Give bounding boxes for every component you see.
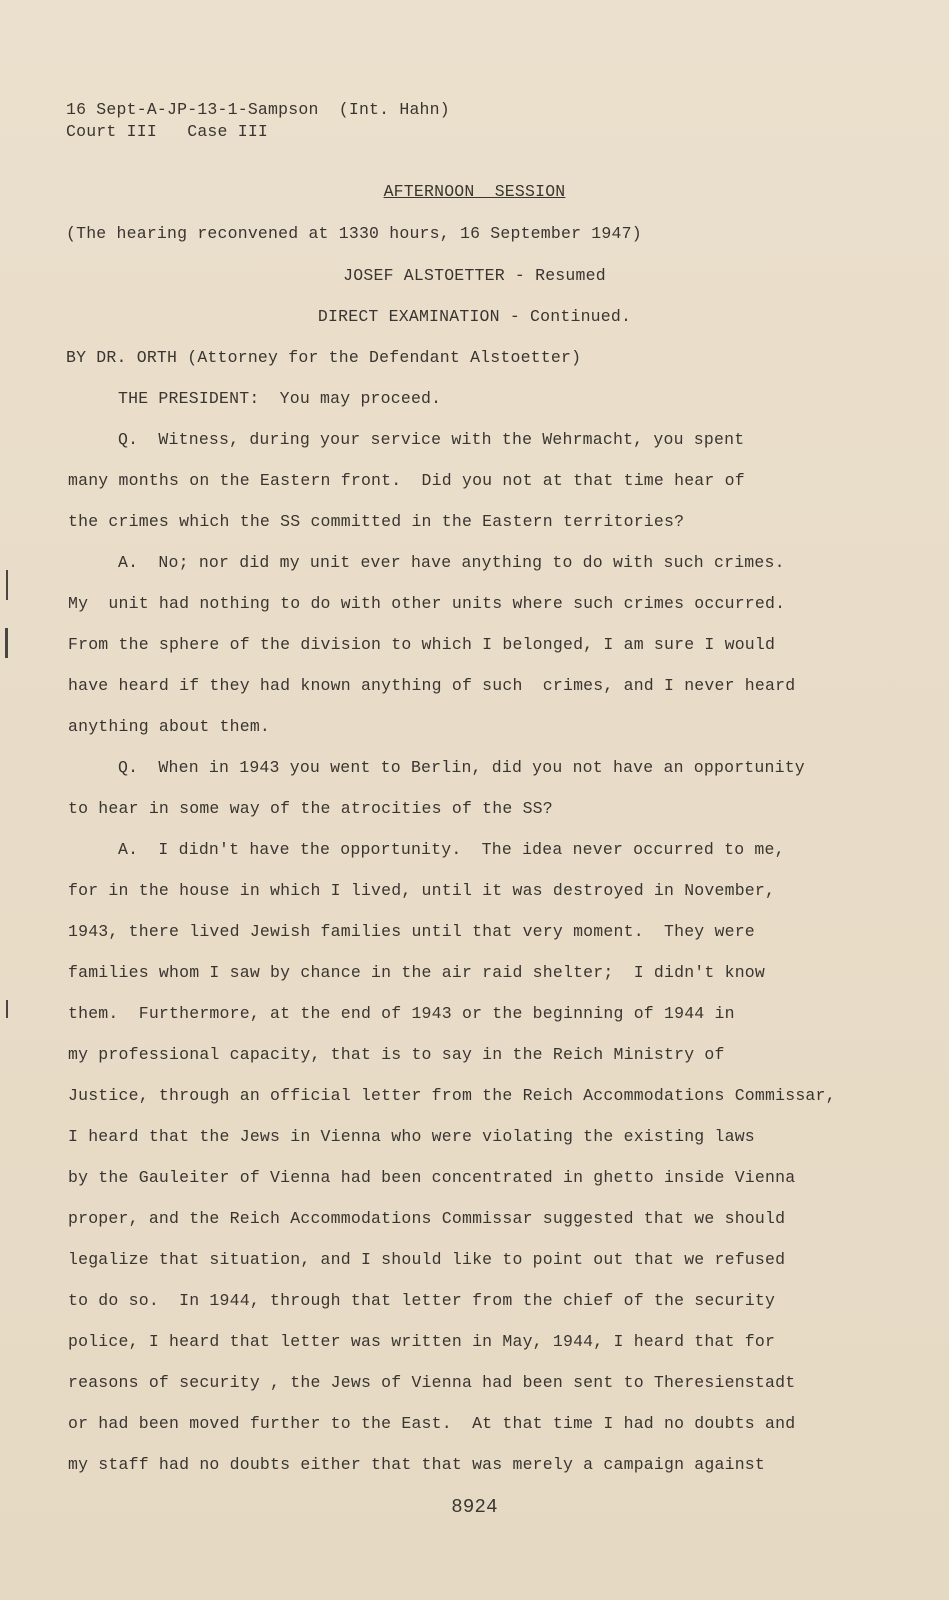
body-line: families whom I saw by chance in the air raid shelter; I didn't know [68,963,766,982]
body-line: proper, and the Reich Accommodations Commissar suggested that we should [68,1209,786,1228]
body-line: I heard that the Jews in Vienna who were violating the existing laws [68,1127,755,1146]
body-line: Q. When in 1943 you went to Berlin, did you not have an opportunity [118,758,805,777]
body-line: My unit had nothing to do with other units where such crimes occurred. [68,594,786,613]
body-line: anything about them. [68,717,271,736]
body-line: Q. Witness, during your service with the Wehrmacht, you spent [118,430,745,449]
body-line: Justice, through an official letter from the Reich Accommodations Commissar, [68,1086,836,1105]
body-line: them. Furthermore, at the end of 1943 or the beginning of 1944 in [68,1004,735,1023]
binding-mark [6,570,8,600]
body-line: to hear in some way of the atrocities of the SS? [68,799,553,818]
body-line: my professional capacity, that is to say in the Reich Ministry of [68,1045,725,1064]
examination-line: DIRECT EXAMINATION - Continued. [317,307,632,326]
page-number: 8924 [451,1496,498,1518]
binding-mark [6,1000,8,1018]
body-line: my staff had no doubts either that that was merely a campaign against [68,1455,766,1474]
reconvened-line: (The hearing reconvened at 1330 hours, 16 September 1947) [66,224,642,243]
body-line: have heard if they had known anything of such crimes, and I never heard [68,676,796,695]
president-line: THE PRESIDENT: You may proceed. [118,389,442,408]
body-line: by the Gauleiter of Vienna had been concentrated in ghetto inside Vienna [68,1168,796,1187]
body-line: A. No; nor did my unit ever have anything to do with such crimes. [118,553,785,572]
body-line: the crimes which the SS committed in the Eastern territories? [68,512,685,531]
by-line: BY DR. ORTH (Attorney for the Defendant Alstoetter) [66,348,582,367]
body-line: legalize that situation, and I should like to point out that we refused [68,1250,786,1269]
body-line: reasons of security , the Jews of Vienna had been sent to Theresienstadt [68,1373,796,1392]
header-court-line: Court III Case III [66,122,269,141]
body-line: police, I heard that letter was written in May, 1944, I heard that for [68,1332,776,1351]
header-case-line: 16 Sept-A-JP-13-1-Sampson (Int. Hahn) [66,100,450,119]
witness-line: JOSEF ALSTOETTER - Resumed [343,266,606,285]
body-line: From the sphere of the division to which I belonged, I am sure I would [68,635,776,654]
body-line: many months on the Eastern front. Did you not at that time hear of [68,471,745,490]
session-title: AFTERNOON SESSION [383,182,566,201]
body-line: A. I didn't have the opportunity. The idea never occurred to me, [118,840,785,859]
body-line: 1943, there lived Jewish families until that very moment. They were [68,922,755,941]
body-line: or had been moved further to the East. At that time I had no doubts and [68,1414,796,1433]
body-line: for in the house in which I lived, until it was destroyed in November, [68,881,776,900]
binding-mark [5,628,8,658]
body-line: to do so. In 1944, through that letter from the chief of the security [68,1291,776,1310]
